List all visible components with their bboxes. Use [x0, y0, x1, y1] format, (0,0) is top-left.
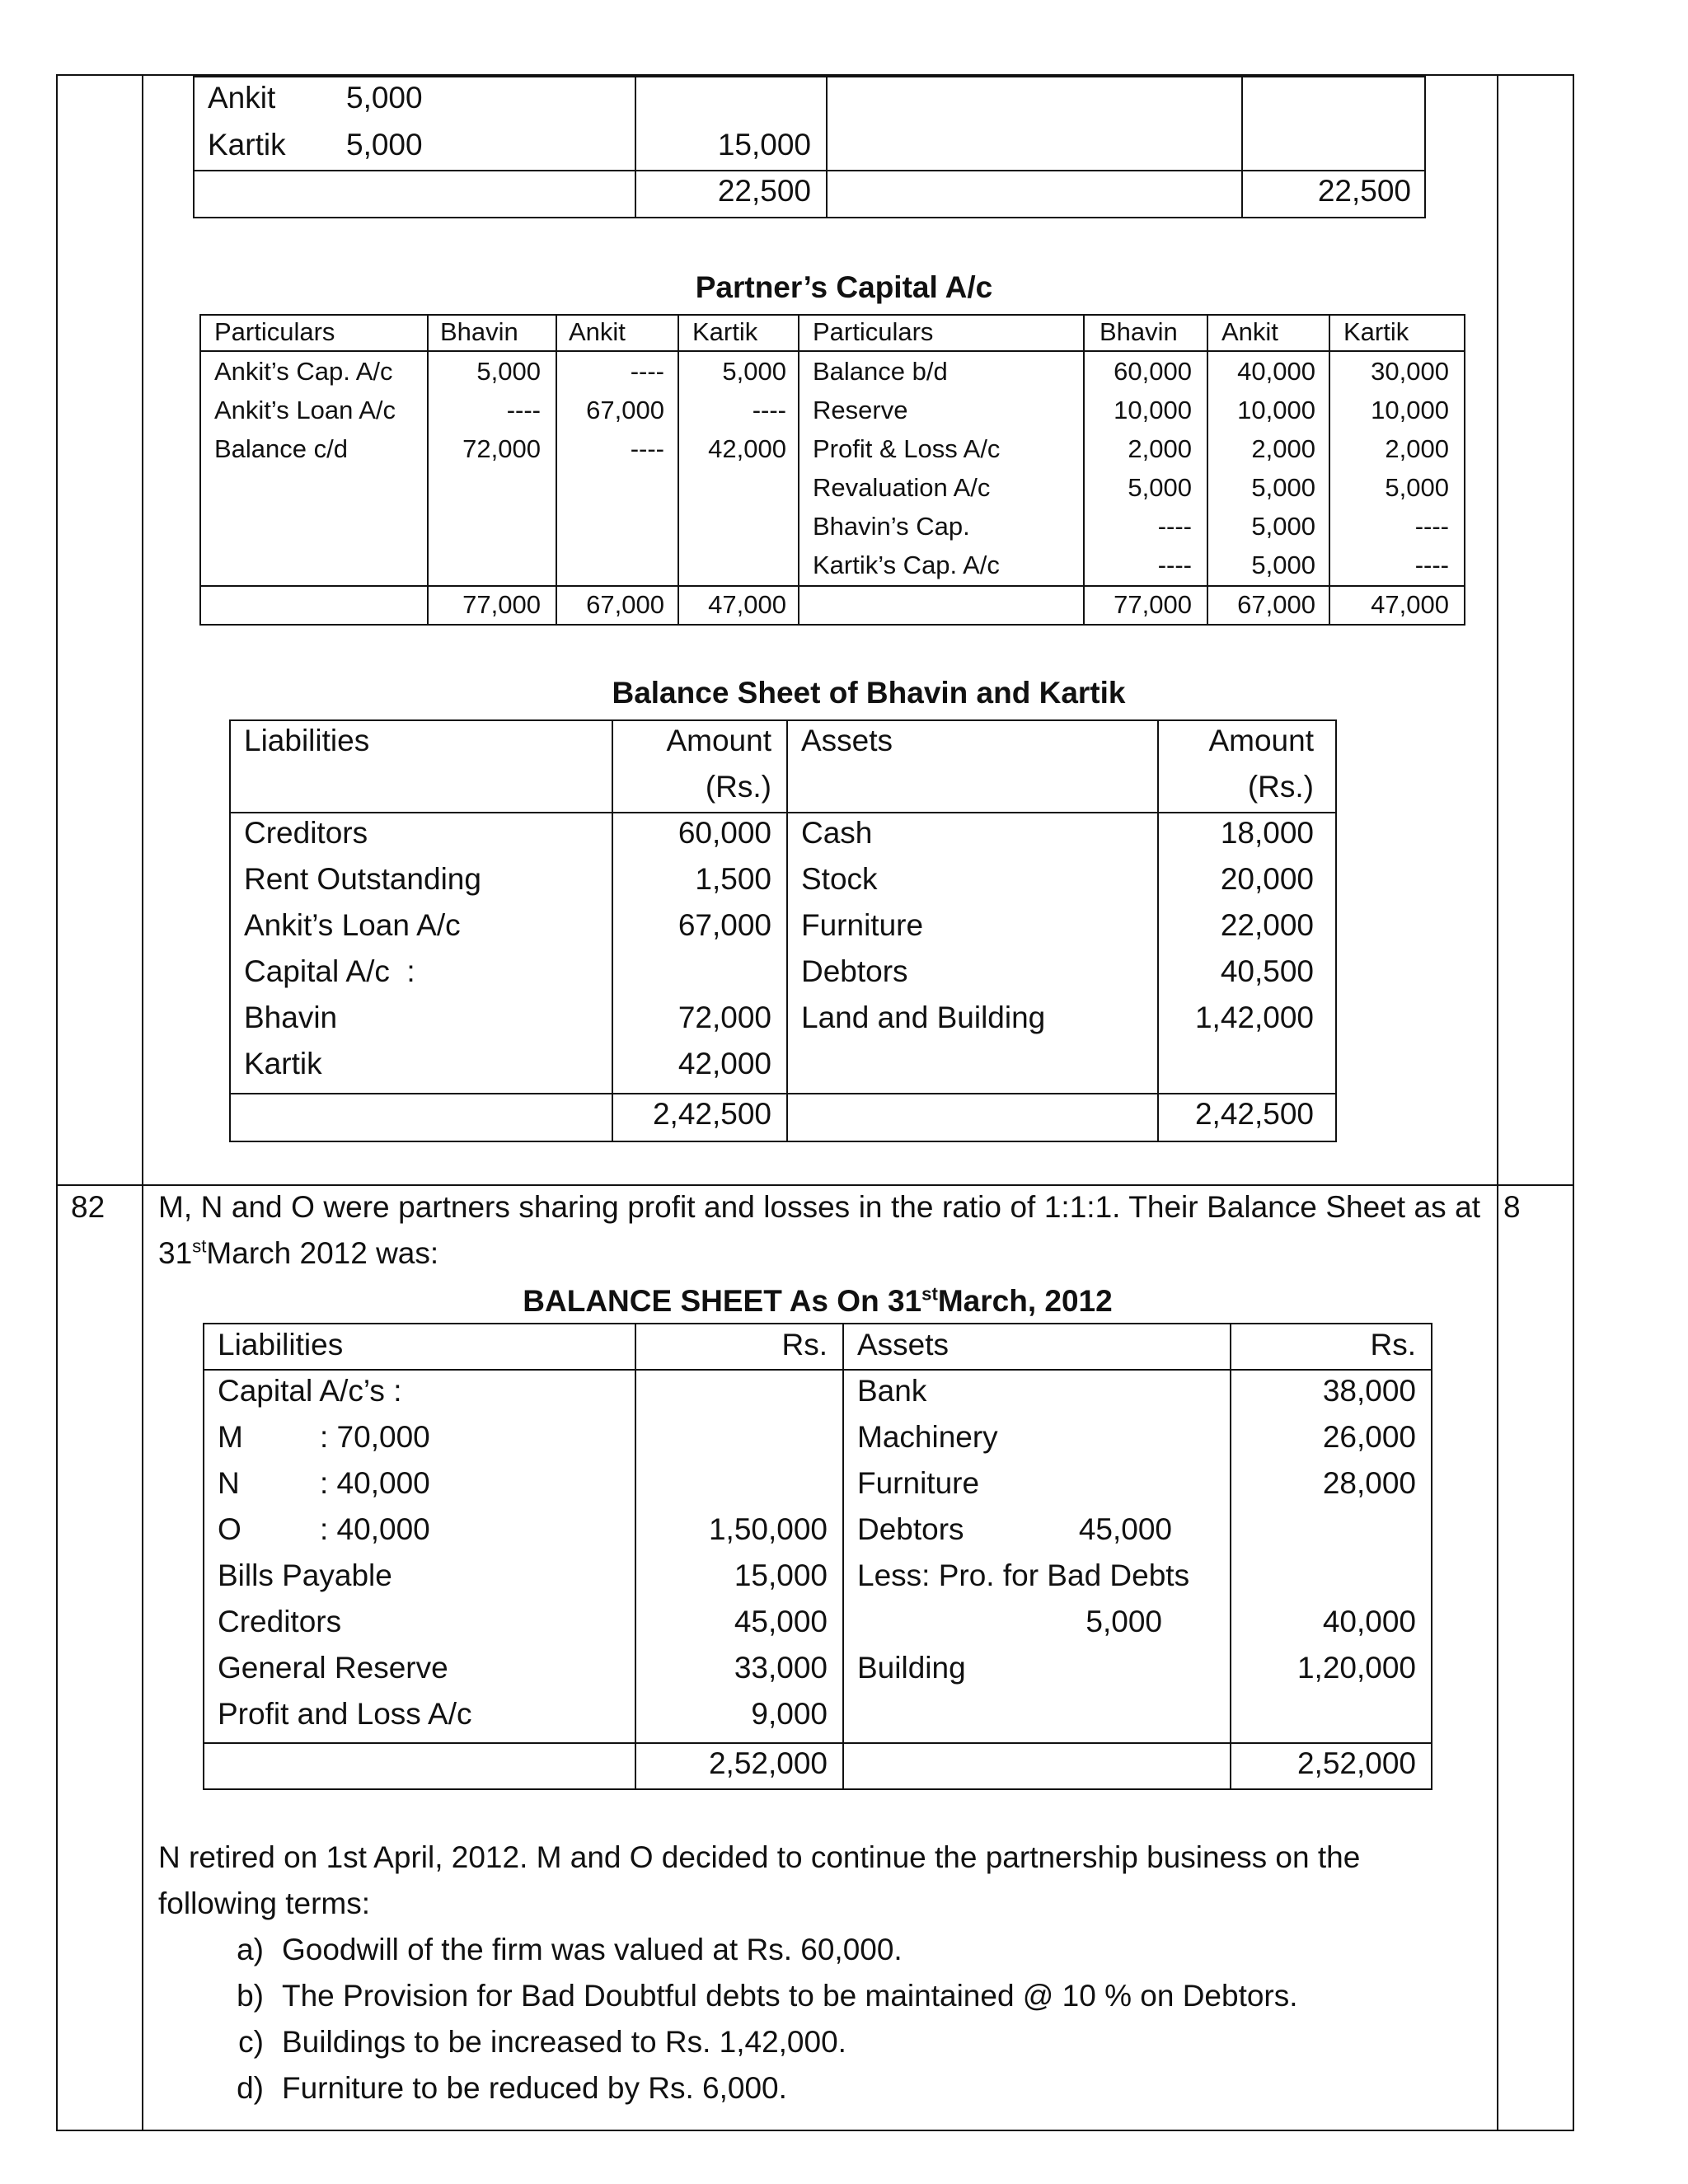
mno-header-liabilities: Liabilities: [218, 1328, 344, 1361]
cap-credit-bhavin: 10,000: [1114, 396, 1192, 424]
mno-header-rs2: Rs.: [1370, 1328, 1416, 1361]
mno-title-sup: st: [921, 1283, 938, 1305]
mno-liability-label: Bills Payable: [218, 1558, 392, 1592]
mno-asset-label: Less: Pro. for Bad Debts: [857, 1558, 1190, 1592]
bk-asset-amount: 22,000: [1220, 908, 1314, 942]
bk-balance-sheet-title: Balance Sheet of Bhavin and Kartik: [612, 676, 1126, 710]
mno-asset-label: Bank: [857, 1374, 927, 1408]
cap-credit-kartik: 10,000: [1371, 396, 1449, 424]
cap-debit-bhavin: 72,000: [462, 434, 541, 463]
cap-debit-ankit: ----: [630, 434, 664, 463]
top-total-right: 22,500: [1317, 174, 1411, 208]
mno-title-a: BALANCE SHEET As On 31: [523, 1284, 922, 1318]
term-label: c): [238, 2025, 264, 2059]
top-total-left: 22,500: [717, 174, 811, 208]
term-item: [216, 2024, 1298, 2070]
bk-header-assets: Assets: [801, 724, 893, 757]
cap-debit-kartik: ----: [752, 396, 786, 424]
term-text: Goodwill of the firm was valued at Rs. 60,000.: [282, 1933, 903, 1966]
mno-asset-label: Furniture: [857, 1466, 980, 1500]
cap-debit-kartik: 42,000: [708, 434, 786, 463]
term-item: [216, 1932, 1298, 1978]
mno-liability-value: 1,50,000: [708, 1512, 828, 1546]
mno-asset-label: Building: [857, 1651, 966, 1685]
capital-account-title: Partner’s Capital A/c: [695, 270, 993, 304]
cap-credit-ankit: 2,000: [1251, 434, 1315, 463]
bk-asset-label: Land and Building: [801, 1001, 1046, 1034]
mno-asset-value: 26,000: [1322, 1420, 1416, 1454]
cap-credit-label: Bhavin’s Cap.: [813, 512, 970, 541]
question-marks: 8: [1503, 1190, 1521, 1224]
cap-credit-bhavin: 60,000: [1114, 357, 1192, 386]
bk-header-amount: Amount: [666, 724, 771, 757]
bk-asset-amount: 18,000: [1220, 816, 1314, 850]
mno-liability-label: Capital A/c’s :: [218, 1374, 402, 1408]
mno-asset-inner: 5,000: [1085, 1605, 1162, 1638]
cap-credit-bhavin: 2,000: [1128, 434, 1192, 463]
cap-credit-bhavin: 5,000: [1128, 473, 1192, 502]
term-label: d): [237, 2071, 264, 2105]
ankit-amount: 5,000: [346, 81, 423, 115]
bk-liability-amount: 60,000: [678, 816, 771, 850]
mno-liability-label: Creditors: [218, 1605, 342, 1638]
term-item: [216, 2070, 1298, 2116]
cap-header-particulars-cr: Particulars: [813, 317, 934, 346]
cap-credit-label: Profit & Loss A/c: [813, 434, 1001, 463]
retire-line2: following terms:: [158, 1886, 371, 1920]
cap-debit-label: Balance c/d: [214, 434, 348, 463]
mno-liability-value: 33,000: [734, 1651, 828, 1685]
term-label: a): [237, 1933, 264, 1966]
bk-liability-amount: 1,500: [695, 862, 771, 896]
cap-total-credit-bhavin: 77,000: [1114, 590, 1192, 619]
question-intro-sup: st: [192, 1235, 207, 1257]
cap-credit-kartik: ----: [1414, 551, 1449, 579]
cap-credit-label: Balance b/d: [813, 357, 948, 386]
cap-credit-label: Reserve: [813, 396, 908, 424]
mno-liability-label: M: [218, 1420, 243, 1454]
kartik-label: Kartik: [208, 128, 286, 162]
cap-total-debit-bhavin: 77,000: [462, 590, 541, 619]
question-intro-rest: March 2012 was:: [206, 1236, 439, 1270]
bk-header-amount2: Amount: [1208, 724, 1314, 757]
mno-asset-value: 1,20,000: [1296, 1651, 1416, 1685]
bk-asset-amount: 40,500: [1220, 954, 1314, 988]
kartik-amount: 5,000: [346, 128, 423, 162]
cap-header-kartik-cr: Kartik: [1343, 317, 1409, 346]
cap-debit-label: Ankit’s Loan A/c: [214, 396, 396, 424]
cap-debit-bhavin: ----: [506, 396, 541, 424]
bk-total-left: 2,42,500: [652, 1097, 771, 1131]
bk-liability-label: Ankit’s Loan A/c: [244, 908, 461, 942]
bk-liability-label: Kartik: [244, 1047, 322, 1080]
cap-header-kartik: Kartik: [692, 317, 758, 346]
mno-balance-sheet-title: [0, 1283, 1635, 1319]
bk-asset-label: Debtors: [801, 954, 908, 988]
term-text: Furniture to be reduced by Rs. 6,000.: [282, 2071, 787, 2105]
term-text: The Provision for Bad Doubtful debts to be maintained @ 10 % on Debtors.: [282, 1979, 1298, 2013]
cap-credit-kartik: 5,000: [1385, 473, 1449, 502]
cap-credit-ankit: 5,000: [1251, 551, 1315, 579]
cap-total-credit-kartik: 47,000: [1371, 590, 1449, 619]
mno-liability-value: 9,000: [751, 1697, 828, 1731]
cap-credit-kartik: 2,000: [1385, 434, 1449, 463]
mno-title-b: March, 2012: [937, 1284, 1113, 1318]
bk-liability-label: Rent Outstanding: [244, 862, 481, 896]
cap-credit-ankit: 10,000: [1237, 396, 1315, 424]
bk-asset-label: Cash: [801, 816, 873, 850]
bk-liability-amount: 72,000: [678, 1001, 771, 1034]
cap-debit-label: Ankit’s Cap. A/c: [214, 357, 393, 386]
mno-asset-label: Machinery: [857, 1420, 998, 1454]
cap-credit-label: Kartik’s Cap. A/c: [813, 551, 1000, 579]
cap-credit-label: Revaluation A/c: [813, 473, 991, 502]
bk-liability-amount: 67,000: [678, 908, 771, 942]
mno-liability-value: 45,000: [734, 1605, 828, 1638]
term-text: Buildings to be increased to Rs. 1,42,000.: [282, 2025, 846, 2059]
mno-liability-label: General Reserve: [218, 1651, 448, 1685]
bk-asset-label: Stock: [801, 862, 878, 896]
mno-liability-label: N: [218, 1466, 240, 1500]
mno-asset-inner: 45,000: [1078, 1512, 1172, 1546]
ankit-label: Ankit: [208, 81, 276, 115]
cap-header-ankit: Ankit: [569, 317, 626, 346]
cap-credit-kartik: 30,000: [1371, 357, 1449, 386]
bk-asset-amount: 20,000: [1220, 862, 1314, 896]
bk-liability-amount: 42,000: [678, 1047, 771, 1080]
question-intro-day: 31: [158, 1236, 193, 1270]
cap-header-ankit-cr: Ankit: [1221, 317, 1278, 346]
bk-header-amount-unit: (Rs.): [705, 770, 771, 804]
mno-asset-label: Debtors: [857, 1512, 964, 1546]
cap-debit-ankit: 67,000: [586, 396, 664, 424]
mno-liability-sub: : 40,000: [320, 1512, 430, 1546]
cap-credit-ankit: 5,000: [1251, 512, 1315, 541]
cap-total-debit-ankit: 67,000: [586, 590, 664, 619]
mno-asset-value: 38,000: [1322, 1374, 1416, 1408]
cap-credit-ankit: 40,000: [1237, 357, 1315, 386]
bk-total-right: 2,42,500: [1194, 1097, 1314, 1131]
mno-liability-value: 15,000: [734, 1558, 828, 1592]
bk-asset-label: Furniture: [801, 908, 924, 942]
bk-header-liabilities: Liabilities: [244, 724, 370, 757]
bk-asset-amount: 1,42,000: [1194, 1001, 1314, 1034]
term-item: [216, 1978, 1298, 2024]
cap-debit-kartik: 5,000: [722, 357, 786, 386]
kartik-total: 15,000: [717, 128, 811, 162]
bk-liability-label: Creditors: [244, 816, 368, 850]
cap-total-credit-ankit: 67,000: [1237, 590, 1315, 619]
bk-liability-label: Capital A/c :: [244, 954, 415, 988]
cap-debit-bhavin: 5,000: [476, 357, 541, 386]
mno-liability-sub: : 40,000: [320, 1466, 430, 1500]
mno-header-assets: Assets: [857, 1328, 950, 1361]
mno-total-right: 2,52,000: [1296, 1746, 1416, 1780]
cap-header-bhavin: Bhavin: [440, 317, 518, 346]
cap-header-particulars: Particulars: [214, 317, 335, 346]
cap-debit-ankit: ----: [630, 357, 664, 386]
mno-asset-value: 40,000: [1322, 1605, 1416, 1638]
cap-credit-bhavin: ----: [1157, 512, 1192, 541]
cap-header-bhavin-cr: Bhavin: [1100, 317, 1178, 346]
bk-liability-label: Bhavin: [244, 1001, 338, 1034]
retire-line1: N retired on 1st April, 2012. M and O decided to continue the partnership business on the: [158, 1840, 1361, 1874]
cap-total-debit-kartik: 47,000: [708, 590, 786, 619]
mno-asset-value: 28,000: [1322, 1466, 1416, 1500]
question-number: 82: [71, 1190, 106, 1224]
terms-list: [216, 1932, 1298, 2116]
cap-credit-kartik: ----: [1414, 512, 1449, 541]
mno-liability-label: O: [218, 1512, 241, 1546]
mno-header-rs: Rs.: [781, 1328, 828, 1361]
cap-credit-bhavin: ----: [1157, 551, 1192, 579]
term-label: b): [237, 1979, 264, 2013]
mno-liability-label: Profit and Loss A/c: [218, 1697, 472, 1731]
mno-liability-sub: : 70,000: [320, 1420, 430, 1454]
bk-header-amount2-unit: (Rs.): [1247, 770, 1314, 804]
question-intro-line1: M, N and O were partners sharing profit and losses in the ratio of 1:1:1. Their Balance Sheet as at: [158, 1190, 1480, 1224]
question-intro-line2: [158, 1235, 438, 1272]
mno-total-left: 2,52,000: [708, 1746, 828, 1780]
cap-credit-ankit: 5,000: [1251, 473, 1315, 502]
